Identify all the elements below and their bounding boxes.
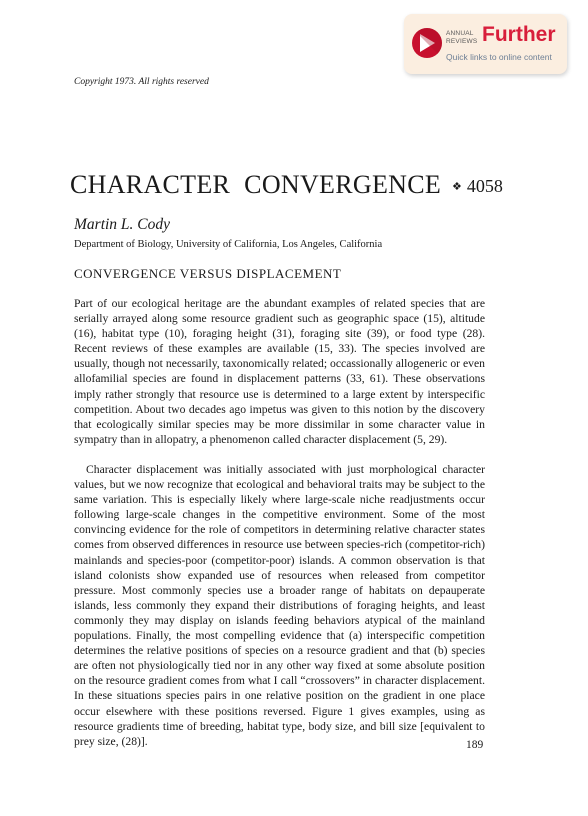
author-name: Martin L. Cody	[74, 216, 171, 233]
page-number: 189	[466, 739, 484, 751]
reference-number	[452, 175, 503, 198]
further-label: Further	[482, 23, 556, 46]
arrow-icon	[412, 28, 442, 58]
article-title	[70, 170, 441, 200]
body-paragraph: Part of our ecological heritage are the abundant examples of related species that are serially arrayed along some resource gradient such as geographic space (15), altitude (16), habitat type (10), foraging height (31), foraging site (39), or food type (28). Recent reviews of these examples are available (15, 33). The species involved are usually, though not necessarily, taxonomically related; occassionally allogeneric or even allofamilial species are found in displacement patterns (33, 61). These observations imply rather strongly that resource use is determined to a large extent by interspecific competition. About two decades ago impetus was given to this notion by the discovery that ecologically similar species may be more dissimilar in some character value in sympatry than in allopatry, a phenomenon called character displacement (5, 29).	[74, 297, 485, 446]
body-paragraph: Character displacement was initially associated with just morphological character values, but we now recognize that ecological and behavioral traits may be subject to the same variation. This is especially likely where large-scale niche readjustments occur following large-scale changes in the competitive environment. Some of the most convincing evidence for the role of competitors in determining relative character states comes from observed differences in resource use between species-rich (competitor-rich) mainlands and species-poor (competitor-poor) islands. A common observation is that island colonists show expanded use of resources when released from competitor pressure. Most commonly species use a broader range of habitats on depauperate islands, less commonly they expand their distributions of foraging heights, and least commonly they may display on islands feeding behaviors atypical of the mainland populations. Finally, the most compelling evidence that (a) interspecific competition determines the relative positions of species on a resource gradient and that (b) species are often not physiologically tied nor in any other way fixed at some absolute position on the resource gradient comes from what I call “crossovers” in character displacement. In these situations species pairs in one relative position on the gradient in one place occur elsewhere with these positions reversed. Figure 1 gives examples, using as resource gradients time of breeding, habitat type, body size, and bill size [equivalent to prey size, (28)].	[74, 463, 485, 748]
title-part-1: CHARACTER	[70, 170, 231, 199]
copyright-notice: Copyright 1973. All rights reserved	[74, 77, 209, 87]
diamond-icon: ❖	[452, 181, 462, 193]
section-heading: CONVERGENCE VERSUS DISPLACEMENT	[74, 266, 342, 281]
title-part-2: CONVERGENCE	[244, 170, 442, 199]
reference-number-value: 4058	[466, 176, 503, 196]
badge-tagline: Quick links to online content	[446, 52, 552, 62]
author-affiliation: Department of Biology, University of California, Los Angeles, California	[74, 239, 383, 250]
annual-reviews-label: ANNUAL REVIEWS	[446, 30, 478, 45]
annual-reviews-further-badge[interactable]	[404, 14, 567, 74]
